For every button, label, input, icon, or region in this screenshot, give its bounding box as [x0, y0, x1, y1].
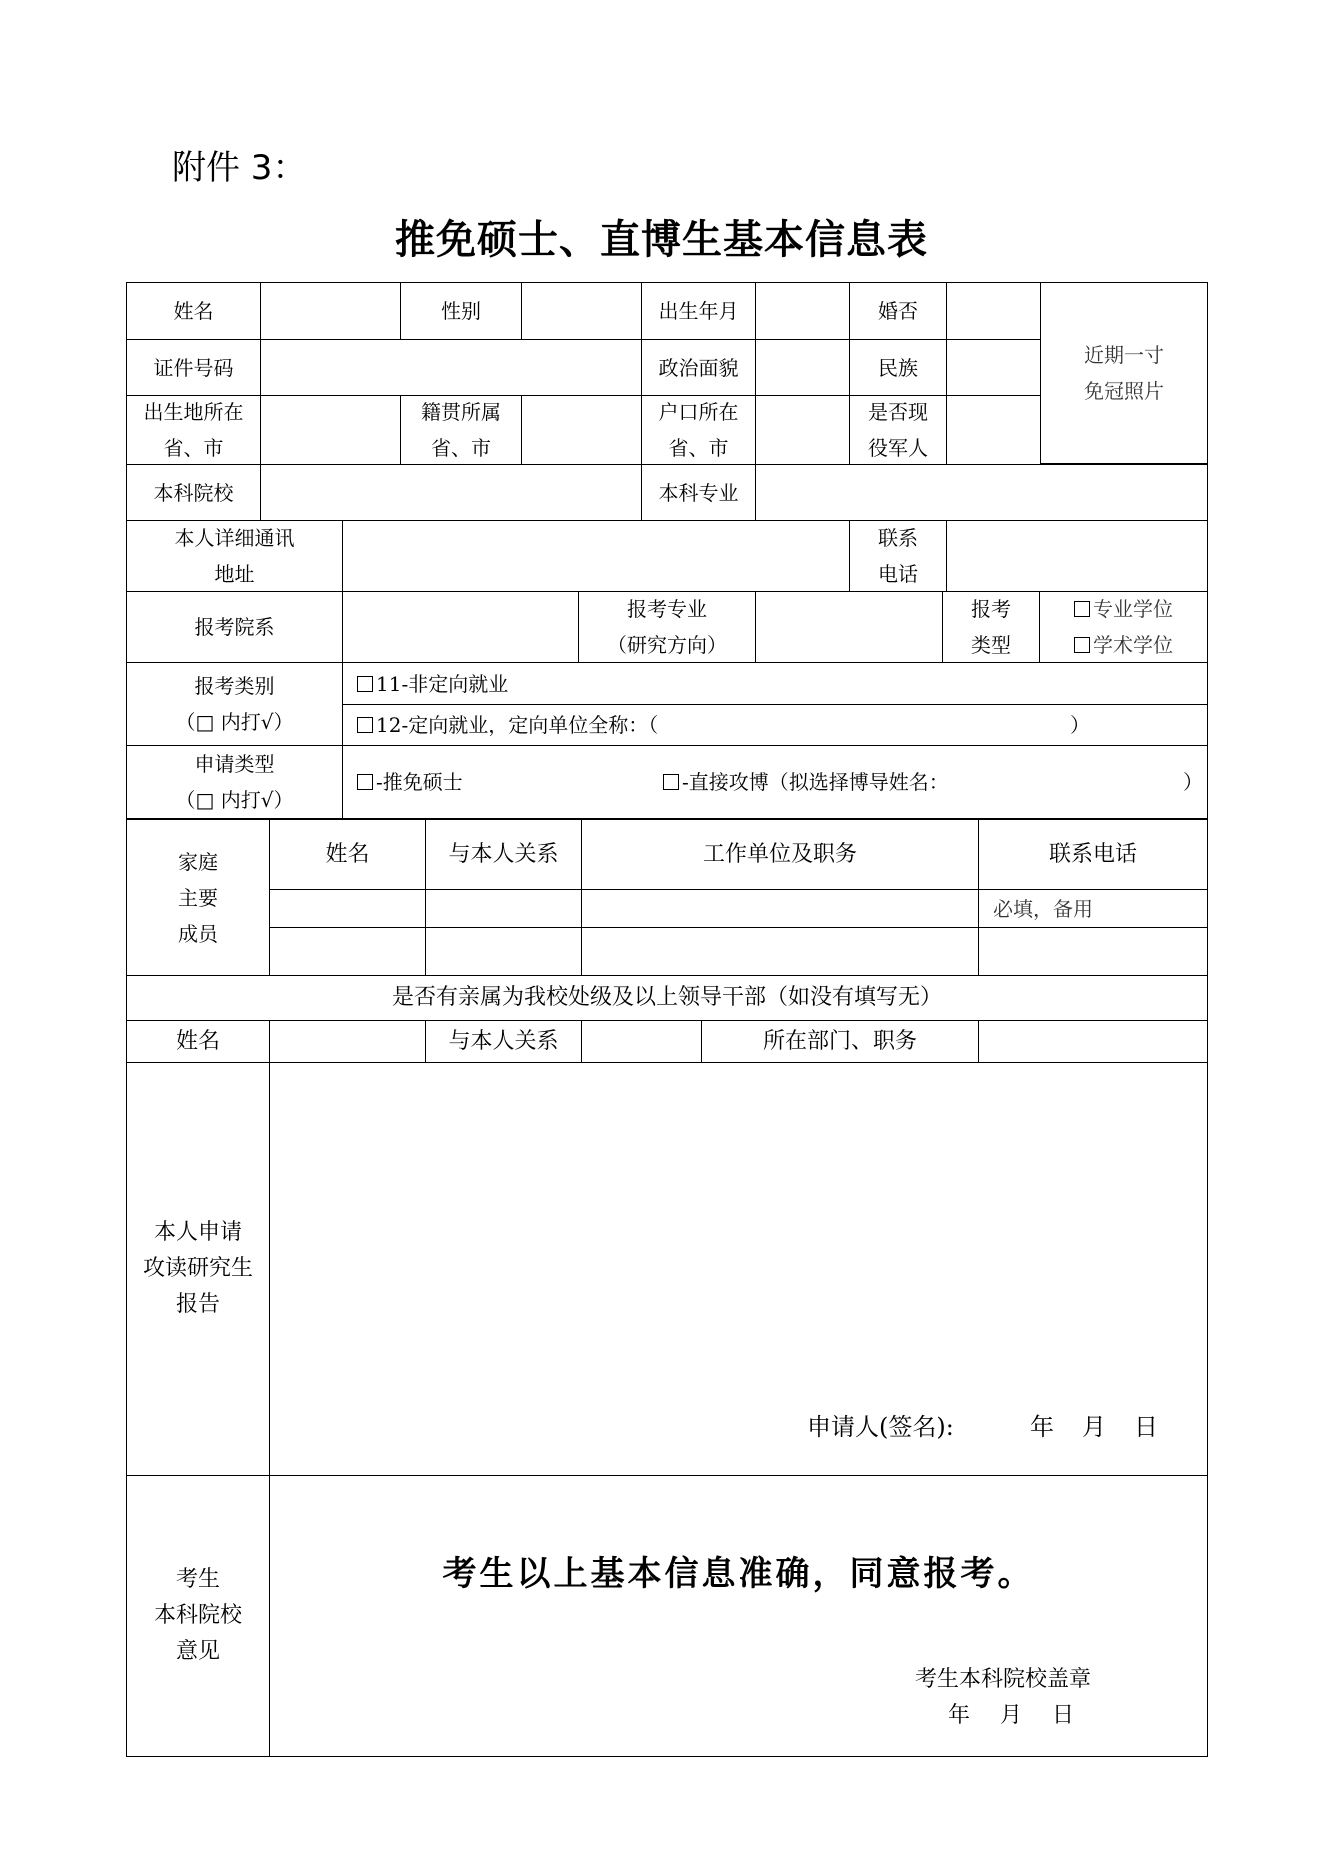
seal-label: 考生本科院校盖章	[915, 1667, 1092, 1692]
apptype-label: 申请类型 （□ 内打√）	[126, 745, 343, 819]
gender-field[interactable]	[521, 282, 642, 340]
name-field[interactable]	[260, 282, 401, 340]
checkbox-icon[interactable]	[1074, 601, 1090, 617]
photo-text-1: 近期一寸	[1084, 343, 1164, 367]
photo-text-2: 免冠照片	[1084, 379, 1164, 403]
category-option-12[interactable]: 12-定向就业，定向单位全称：（ ）	[342, 704, 1208, 746]
political-label: 政治面貌	[641, 339, 756, 396]
report-year-label: 年	[1030, 1413, 1054, 1441]
apply-dept-label: 报考院系	[126, 591, 343, 663]
undergrad-school-field[interactable]	[260, 464, 642, 521]
political-field[interactable]	[755, 339, 850, 396]
family-row-1-phone[interactable]	[978, 889, 1208, 928]
checkbox-icon[interactable]	[663, 774, 679, 790]
relatives-question: 是否有亲属为我校处级及以上领导干部（如没有填写无）	[126, 975, 1208, 1021]
apptype-close-paren: ）	[1183, 770, 1203, 794]
ethnicity-field[interactable]	[946, 339, 1041, 396]
hukou-field[interactable]	[755, 395, 850, 465]
family-col-relation: 与本人关系	[425, 818, 582, 890]
opinion-year-label: 年	[948, 1703, 971, 1728]
checkbox-icon[interactable]	[357, 676, 373, 692]
apply-dept-field[interactable]	[342, 591, 579, 663]
family-row-2-work[interactable]	[581, 927, 979, 976]
birth-label: 出生年月	[641, 282, 756, 340]
family-col-work: 工作单位及职务	[581, 818, 979, 890]
checkbox-icon[interactable]	[357, 717, 373, 733]
phone-label: 联系 电话	[849, 520, 947, 592]
birth-field[interactable]	[755, 282, 850, 340]
native-field[interactable]	[521, 395, 642, 465]
family-row-2-phone[interactable]	[978, 927, 1208, 976]
apply-major-label: 报考专业 （研究方向）	[578, 591, 756, 663]
undergrad-school-label: 本科院校	[126, 464, 261, 521]
family-row-1-work[interactable]	[581, 889, 979, 928]
category-label: 报考类别 （□ 内打√）	[126, 662, 343, 746]
type-professional-option[interactable]: 专业学位	[1074, 591, 1173, 627]
undergrad-major-label: 本科专业	[641, 464, 756, 521]
apptype-master-option[interactable]: -推免硕士	[357, 764, 463, 800]
relative-relation-field[interactable]	[581, 1020, 702, 1063]
apptype-phd-option[interactable]: -直接攻博（拟选择博导姓名：	[663, 764, 949, 800]
apptype-options	[342, 745, 1208, 819]
phone-note: 必填，备用	[993, 896, 1093, 921]
report-day-label: 日	[1134, 1413, 1158, 1441]
family-row-1-relation[interactable]	[425, 889, 582, 928]
relative-dept-field[interactable]	[978, 1020, 1208, 1063]
family-label: 家庭 主要 成员	[126, 818, 270, 976]
checkbox-icon[interactable]	[357, 774, 373, 790]
signer-label: 申请人(签名):	[807, 1413, 954, 1441]
form-title: 推免硕士、直博生基本信息表	[395, 216, 928, 263]
apply-type-options	[1039, 591, 1208, 663]
type-academic-option[interactable]: 学术学位	[1074, 627, 1173, 663]
report-label: 本人申请 攻读研究生 报告	[126, 1062, 270, 1476]
relative-name-label: 姓名	[126, 1020, 270, 1063]
marital-field[interactable]	[946, 282, 1041, 340]
name-label: 姓名	[126, 282, 261, 340]
family-col-name: 姓名	[269, 818, 426, 890]
relative-dept-label: 所在部门、职务	[701, 1020, 979, 1063]
birthplace-label: 出生地所在 省、市	[126, 395, 261, 465]
address-field[interactable]	[342, 520, 850, 592]
relative-relation-label: 与本人关系	[425, 1020, 582, 1063]
opinion-statement: 考生以上基本信息准确，同意报考。	[442, 1554, 1035, 1594]
report-area[interactable]	[269, 1062, 1208, 1476]
military-label: 是否现 役军人	[849, 395, 947, 465]
opinion-label: 考生 本科院校 意见	[126, 1475, 270, 1757]
attachment-label: 附件 3：	[172, 148, 307, 188]
native-label: 籍贯所属 省、市	[400, 395, 522, 465]
phone-field[interactable]	[946, 520, 1208, 592]
marital-label: 婚否	[849, 282, 947, 340]
opinion-area	[269, 1475, 1208, 1757]
apply-type-label: 报考 类型	[942, 591, 1040, 663]
family-row-1-name[interactable]	[269, 889, 426, 928]
gender-label: 性别	[400, 282, 522, 340]
address-label: 本人详细通讯 地址	[126, 520, 343, 592]
military-field[interactable]	[946, 395, 1041, 465]
relative-name-field[interactable]	[269, 1020, 426, 1063]
family-row-2-relation[interactable]	[425, 927, 582, 976]
opinion-day-label: 日	[1052, 1703, 1075, 1728]
category-option-11[interactable]: 11-非定向就业	[342, 662, 1208, 705]
report-month-label: 月	[1082, 1413, 1106, 1441]
family-col-phone: 联系电话	[978, 818, 1208, 890]
photo-box[interactable]	[1040, 282, 1208, 464]
apply-major-field[interactable]	[755, 591, 943, 663]
checkbox-icon[interactable]	[1074, 637, 1090, 653]
opinion-month-label: 月	[1000, 1703, 1023, 1728]
category-close-paren: ）	[1070, 713, 1090, 737]
ethnicity-label: 民族	[849, 339, 947, 396]
birthplace-field[interactable]	[260, 395, 401, 465]
id-label: 证件号码	[126, 339, 261, 396]
family-row-2-name[interactable]	[269, 927, 426, 976]
id-field[interactable]	[260, 339, 642, 396]
hukou-label: 户口所在 省、市	[641, 395, 756, 465]
info-form	[126, 282, 1208, 1757]
undergrad-major-field[interactable]	[755, 464, 1208, 521]
